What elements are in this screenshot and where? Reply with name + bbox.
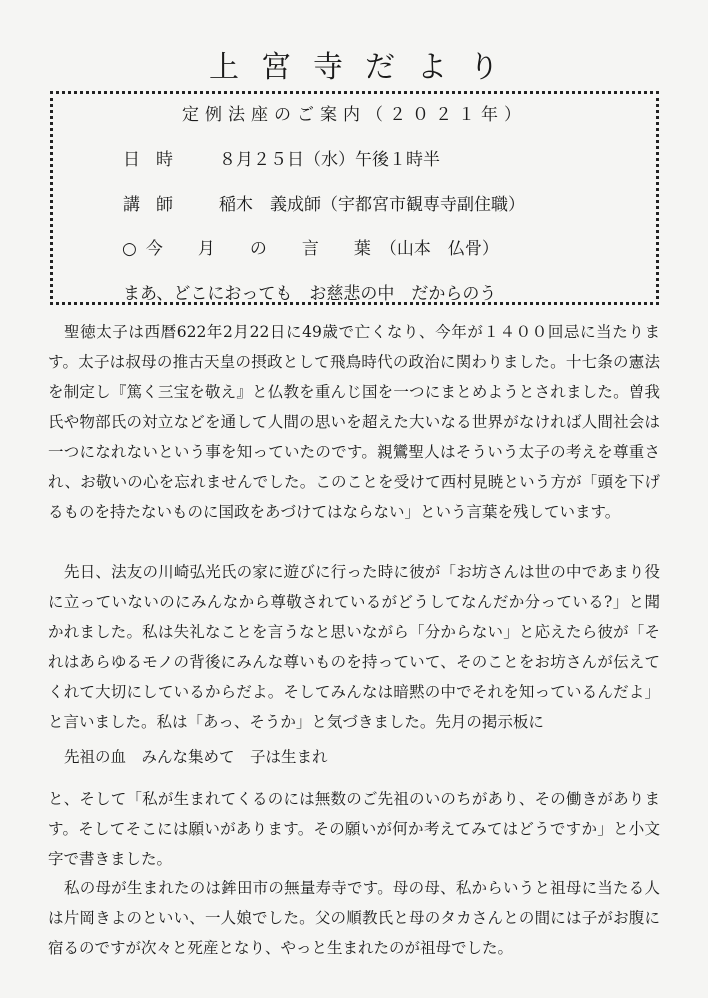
words-of-month-quote: まあ、どこにおっても お慈悲の中 だからのう [123,284,497,304]
notice-heading: 定例法座のご案内（２０２１年） [182,105,527,125]
dharma-meeting-notice [50,91,659,305]
body-paragraph-2: 先日、法友の川崎弘光氏の家に遊びに行った時に彼が「お坊さんは世の中であまり役に立っていないのにみんなから尊敬されているがどうしてなんだか分っている?」と聞かれました。私は失礼なことを言うなと思いながら「分からない」と応えたら彼が「それはあらゆるモノの背後にみんな尊いものを持っていて、そのことをお坊さんが伝えてくれて大切にしているからだよ。そしてみんなは暗黙の中でそれを知っているんだよ」と言いました。私は「あっ、そうか」と気づきました。先月の掲示板に [48,563,660,731]
date-row [123,145,440,170]
date-label: 日時 [123,150,189,170]
words-of-month-label: ○今 月 の 言 葉 [122,239,380,259]
body-paragraph-4: 私の母が生まれたのは鉾田市の無量寿寺です。母の母、私からいうと祖母に当たる人は片岡きよのといい、一人娘でした。父の順教氏と母のタカさんとの間には子がお腹に宿るのですが次々と死産となり、やっと生まれたのが祖母でした。 [48,879,660,957]
body-paragraph-1: 聖徳太子は西暦622年2月22日に49歳で亡くなり、今年が１４００回忌に当たります。太子は叔母の推古天皇の摂政として飛鳥時代の政治に関わりました。十七条の憲法を制定し『篤く三宝を敬え』と仏教を重んじ国を一つにまとめようとされました。曽我氏や物部氏の対立などを通して人間の思いを超えた大いなる世界がなければ人間社会は一つになれないという事を知っていたのです。親鸞聖人はそういう太子の考えを尊重され、お敬いの心を忘れませんでした。このことを受けて西村見暁という方が「頭を下げるものを持たないものに国政をあづけてはならない」という言葉を残しています。 [48,323,660,521]
newsletter-title: 上宮寺だより [209,50,521,85]
words-author: （山本 仏骨） [379,239,499,259]
lecturer-value: 稲木 義成師（宇都宮市観専寺副住職） [219,195,525,215]
body-paragraph-3: と、そして「私が生まれてくるのには無数のご先祖のいのちがあり、その働きがあります。そしてそこには願いがあります。その願いが何か考えてみてはどうですか」と小文字で書きました。 [48,790,660,868]
lecturer-label: 講師 [123,195,189,215]
senryu-verse: 先祖の血 みんな集めて 子は生まれ [64,748,328,766]
words-of-month-row [122,234,499,259]
date-value: ８月２５日（水）午後１時半 [219,150,440,170]
lecturer-row [123,190,525,215]
